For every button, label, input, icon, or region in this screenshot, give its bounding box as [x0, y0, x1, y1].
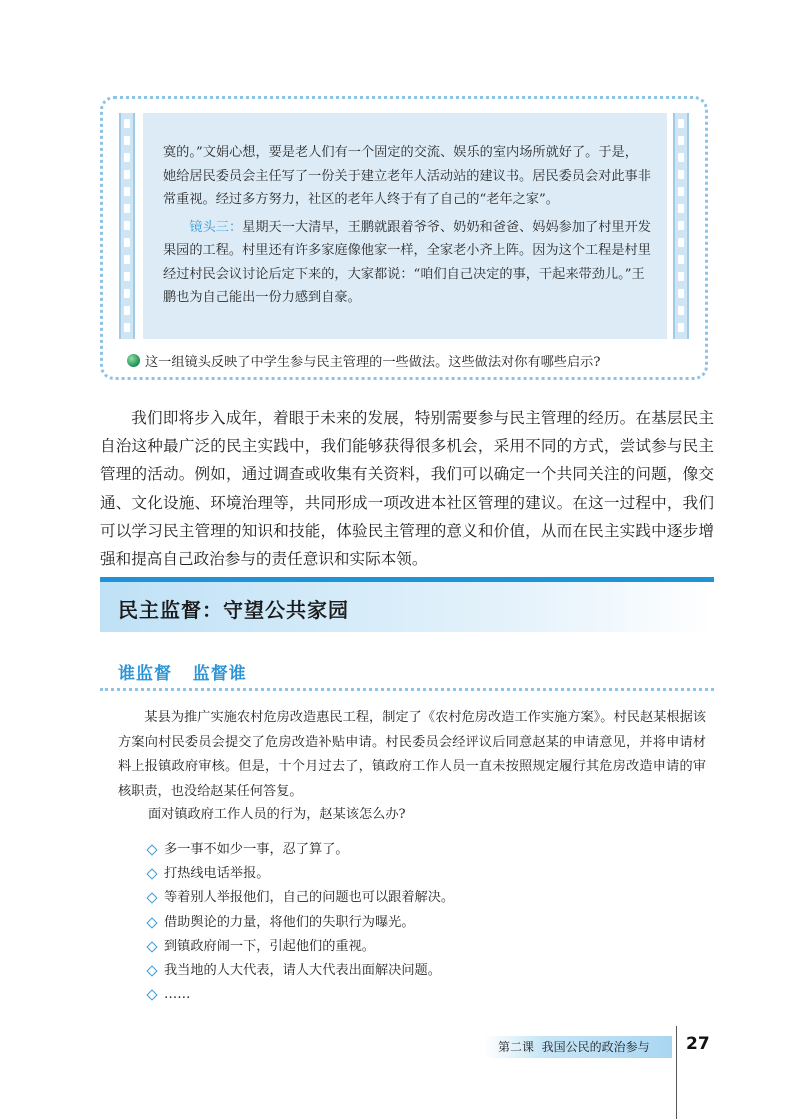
option-text: 等着别人举报他们，自己的问题也可以跟着解决。 [164, 890, 455, 906]
story-content [143, 113, 667, 339]
diamond-bullet-icon [146, 869, 157, 880]
film-hole [678, 238, 684, 247]
film-hole [124, 136, 130, 145]
film-hole [124, 204, 130, 213]
film-hole [124, 170, 130, 179]
list-item [146, 838, 454, 862]
list-item [146, 911, 454, 935]
film-hole [678, 153, 684, 162]
diamond-bullet-icon [146, 990, 157, 1001]
film-hole [124, 323, 130, 332]
option-text: …… [164, 987, 191, 1003]
story-question [127, 351, 600, 370]
film-hole [678, 255, 684, 264]
diamond-bullet-icon [146, 917, 157, 928]
sub-header [100, 655, 714, 691]
case-question: 面对镇政府工作人员的行为，赵某该怎么办? [148, 807, 406, 822]
film-hole [678, 323, 684, 332]
film-hole [678, 119, 684, 128]
film-hole [124, 119, 130, 128]
diamond-bullet-icon [146, 941, 157, 952]
film-hole [124, 187, 130, 196]
main-paragraph: 我们即将步入成年，着眼于未来的发展，特别需要参与民主管理的经历。在基层民主自治这种最广泛的民主实践中，我们能够获得很多机会，采用不同的方式，尝试参与民主管理的活动。例如，通过调查或收集有关资料，我们可以确定一个共同关注的问题，像交通、文化设施、环境治理等，共同形成一项改进本社区管理的建议。在这一过程中，我们可以学习民主管理的知识和技能，体验民主管理的意义和价值，从而在民主实践中逐步增强和提高自己政治参与的责任意识和实际本领。 [100, 409, 714, 569]
film-hole [678, 306, 684, 315]
story-question-text: 这一组镜头反映了中学生参与民主管理的一些做法。这些做法对你有哪些启示? [145, 355, 601, 370]
list-item [146, 935, 454, 959]
sub-title: 谁监督 监督谁 [118, 664, 247, 684]
shot-label: 镜头三： [189, 219, 243, 235]
footer-lesson: 第二课 我国公民的政治参与 [498, 1040, 650, 1054]
film-hole [678, 289, 684, 298]
story-box [100, 96, 708, 380]
film-hole [678, 272, 684, 281]
film-strip-right [673, 113, 689, 339]
list-item [146, 983, 454, 1007]
option-text: 多一事不如少一事，忍了算了。 [164, 842, 349, 857]
film-hole [124, 272, 130, 281]
globe-icon [127, 354, 140, 367]
option-text: 到镇政府闹一下，引起他们的重视。 [164, 938, 375, 954]
footer-divider [676, 1026, 677, 1119]
page-number: 27 [686, 1034, 710, 1054]
list-item [146, 886, 454, 910]
story-paragraph-2-text: 星期天一大清早，王鹏就跟着爷爷、奶奶和爸爸、妈妈参加了村里开发果园的工程。村里还有许多家庭像他家一样，全家老小齐上阵。因为这个工程是村里经过村民会议讨论后定下来的，大家都说：“咱们自己决定的事，干起来带劲儿。”王鹏也为自己能出一份力感到自豪。 [163, 219, 651, 305]
list-item [146, 959, 454, 983]
diamond-bullet-icon [146, 844, 157, 855]
film-hole [124, 153, 130, 162]
story-paragraph-1: 寞的。”文娟心想，要是老人们有一个固定的交流、娱乐的室内场所就好了。于是，她给居民委员会主任写了一份关于建立老年人活动站的建议书。居民委员会对此事非常重视。经过多方努力，社区的老年人终于有了自己的“老年之家”。 [163, 145, 651, 207]
section-header [100, 577, 714, 632]
diamond-bullet-icon [146, 965, 157, 976]
story-paragraph-2 [163, 216, 651, 310]
film-hole [124, 238, 130, 247]
film-hole [678, 170, 684, 179]
diamond-bullet-icon [146, 893, 157, 904]
film-hole [678, 221, 684, 230]
film-hole [124, 306, 130, 315]
film-hole [124, 289, 130, 298]
film-hole [678, 204, 684, 213]
film-hole [124, 221, 130, 230]
film-hole [678, 187, 684, 196]
film-hole [678, 136, 684, 145]
film-strip-left [119, 113, 135, 339]
option-text: 打热线电话举报。 [164, 866, 270, 882]
option-text: 借助舆论的力量，将他们的失职行为曝光。 [164, 914, 415, 930]
film-hole [124, 255, 130, 264]
case-text: 某县为推广实施农村危房改造惠民工程，制定了《农村危房改造工作实施方案》。村民赵某根据该方案向村民委员会提交了危房改造补贴申请。村民委员会经评议后同意赵某的申请意见，并将申请材料上报镇政府审核。但是，十个月过去了，镇政府工作人员一直未按照规定履行其危房改造申请的审核职责，也没给赵某任何答复。 [118, 710, 706, 799]
option-text: 我当地的人大代表，请人大代表出面解决问题。 [164, 962, 441, 978]
section-title: 民主监督：守望公共家园 [118, 598, 349, 622]
options-list [146, 838, 454, 1007]
list-item [146, 862, 454, 886]
